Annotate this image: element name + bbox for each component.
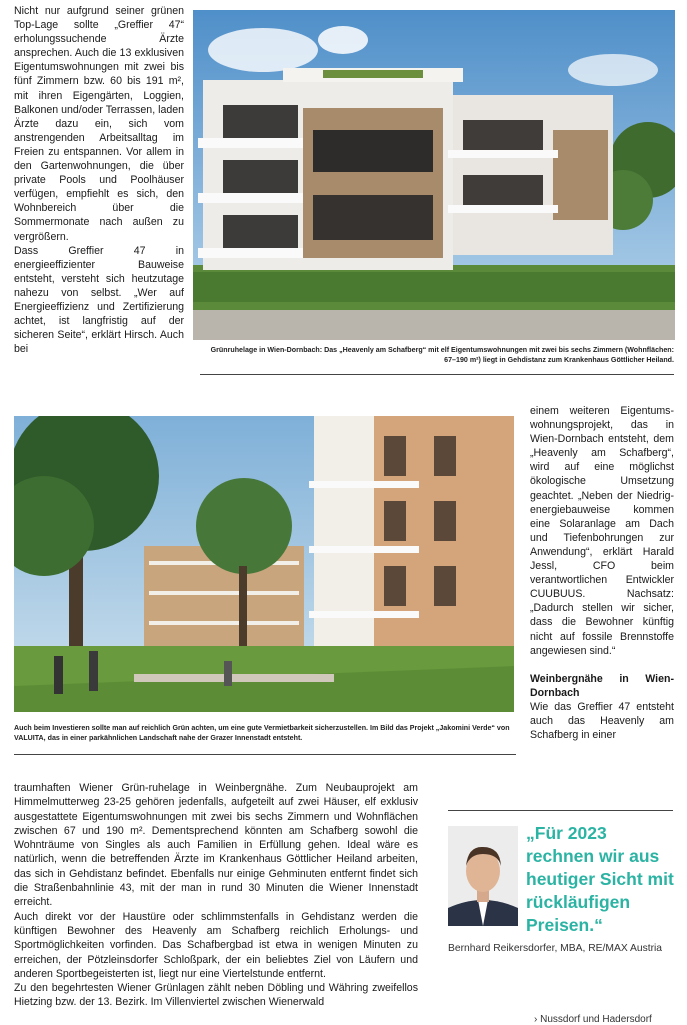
divider [200, 374, 674, 375]
photo-caption-jakomini: Auch beim Investieren sollte man auf reichlich Grün achten, um eine gute Vermietbarkeit sicherzustellen. Im Bild das Projekt „Jakomini Verde“ von VALUITA, das in einer parkähnlichen Landschaft nahe der Grazer Innenstadt entsteht. [14, 724, 510, 742]
continue-line: › Nussdorf und Hadersdorf [534, 1014, 652, 1025]
quote-author: Bernhard Reikersdorfer, MBA, RE/MAX Austria [448, 943, 663, 954]
avatar [448, 826, 518, 926]
divider [14, 754, 516, 755]
paragraph: Wie das Greffier 47 entsteht auch das Heavenly am Schafberg in einer [530, 700, 674, 742]
building-photo-heavenly [193, 10, 675, 340]
article-column-right [530, 404, 674, 742]
paragraph: einem weiteren Eigentumswohnungsprojekt, das in Wien-Dornbach entsteht, dem „Heavenly am Schafberg“, wird auf eine möglichst ökologische Umsetzung geachtet. „Neben der Niedrigenergiebauweise kommen eine Solaranlage am Dach und Tiefenbohrungen zur Anwendung“, erklärt Harald Jessl, CFO beim verantwortlichen Entwickler CUUBUUS. Nachsatz: „Dadurch stellen wir sicher, dass die Bewohner künftig nicht auf fossile Brennstoffe angewiesen sind.“ [530, 405, 674, 657]
paragraph: Auch direkt vor der Haustüre oder schlimmstenfalls in Gehdistanz werden die künftigen Bewohner des Heavenly am Schafberg reichlich Erholungs- und Sportmöglichkeiten vorfinden. Das Schafbergbad ist etwa in wenigen Minuten zu erreichen, der Pötzleinsdorfer Schloßpark, der ein beliebtes Ziel von Läufern und anderen Sportbegeisterten ist, liegt nur eine Viertelstunde entfernt. [14, 910, 418, 980]
paragraph: Zu den begehrtesten Wiener Grünlagen zählt neben Döbling und Währing zweifellos Hietzing bzw. der 13. Bezirk. Im Villenviertel zwischen Wienerwald [14, 982, 418, 1009]
section-heading: Weinbergnähe in Wien-Dornbach [530, 672, 674, 699]
article-column-1-top [14, 4, 184, 356]
quote-divider-top [448, 810, 673, 811]
pull-quote [526, 822, 676, 937]
photo-caption-heavenly: Grünruhelage in Wien-Dornbach: Das „Heavenly am Schafberg“ mit elf Eigentumswohnungen mit zwei bis sechs Zimmern (Wohnflächen: 67–190 m²) liegt in Gehdistanz zum Krankenhaus Göttlicher Heiland. [210, 346, 674, 364]
building-photo-jakomini-verde [14, 416, 514, 712]
paragraph: traumhaften Wiener Grün-ruhelage in Weinbergnähe. Zum Neubauprojekt am Himmelmutterweg 23-25 gehören jedenfalls, aufgeteilt auf zwei Häuser, elf exklusiv ausgestattete Eigentumswohnungen mit zwei bis sechs Zimmern und Wohnflächen zwischen 67 und 190 m². Dementsprechend könnten am Schafberg sowohl die Wohnträume von Singles als auch Familien in Erfüllung gehen. Ideal wäre es natürlich, wenn die betreffenden Ärzte im Krankenhaus Göttlicher Heiland arbeiten, das sich in Gehdistanz befindet. Ebenfalls nur einige Gehminuten entfernt findet sich die Straßenbahnlinie 43, mit der man in rund 30 Minuten die Wiener Innenstadt erreicht. [14, 782, 418, 909]
paragraph: Dass Greffier 47 in energieeffizienter Bauweise entsteht, versteht sich heutzutage nahezu von selbst. „Wer auf Energieeffizienz und Zertifizierung achtet, ist langfristig auf der sicheren Seite“, erklärt Hirsch. Auch bei [14, 244, 184, 356]
paragraph: Nicht nur aufgrund seiner grünen Top-Lage sollte „Greffier 47“ erholungssuchende Ärzte ansprechen. Auch die 13 exklusiven Eigentumswohnungen mit zwei bis fünf Zimmern bzw. 60 bis 191 m², mit ihren Eigengärten, Loggien, Balkonen und/oder Terrassen, laden Ärzte dazu ein, sich vom anstrengenden Arbeitsalltag im Freien zu entspannen. Vor allem in den Gartenwohnungen, die über private Pools und Poolhäuser verfügen, empfiehlt es sich, den Wohnbereich über die Sommermonate nach außen zu vergrößern. [14, 5, 185, 243]
quote-text: „Für 2023 rechnen wir aus heutiger Sicht mit rückläufigen Preisen.“ [526, 823, 674, 935]
article-column-bottom [14, 781, 418, 1010]
quote-attribution [448, 942, 674, 956]
